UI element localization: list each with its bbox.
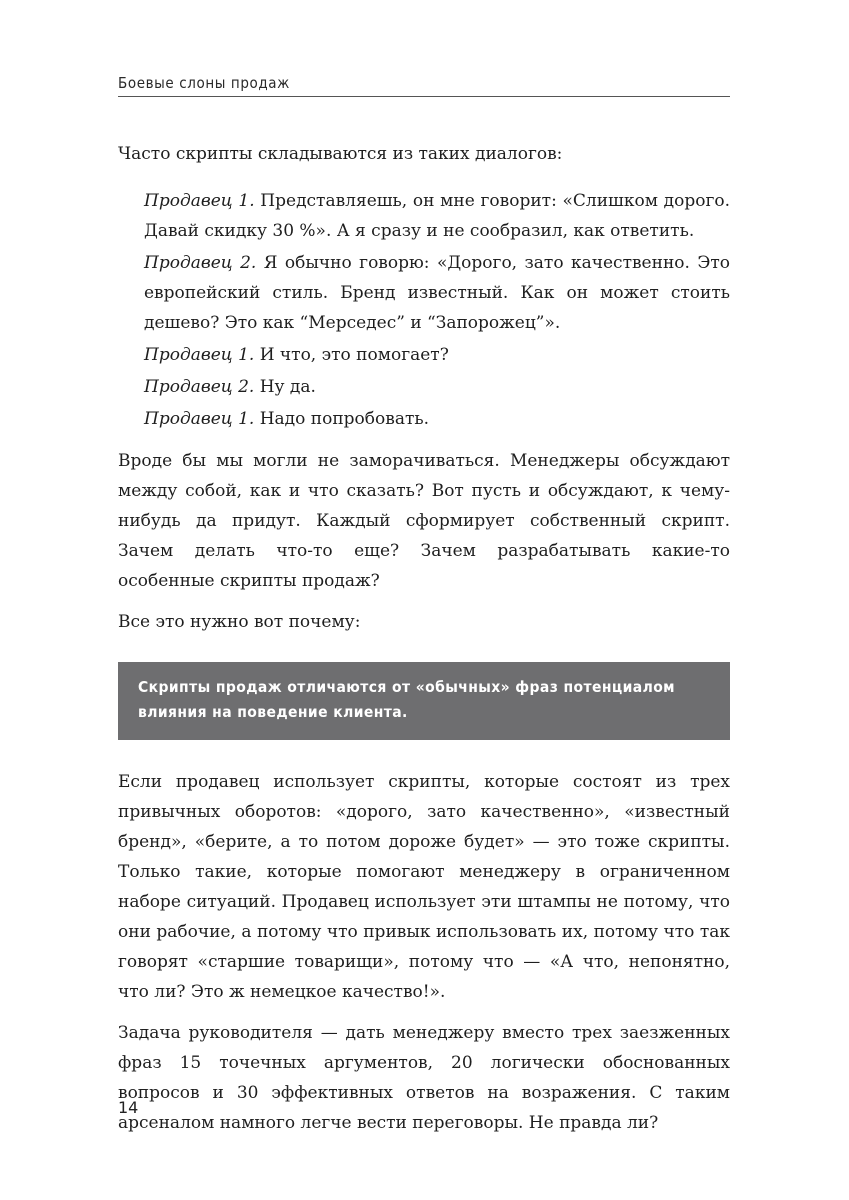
body-paragraph: Задача руководителя — дать менеджеру вместо трех заезженных фраз 15 точечных аргументов, 20 логически обоснованных вопросов и 30 эффективных ответов на возражения. С таким арсеналом намного легче вести переговоры. Не правда ли? — [118, 1023, 730, 1133]
body-paragraph: Если продавец использует скрипты, которые состоят из трех привычных оборотов: «дорого, зато качественно», «известный бренд», «берите, а то потом дороже будет» — это тоже скрипты. Только такие, которые помогают менеджеру в ограниченном наборе ситуаций. Продавец использует эти штампы не потому, что они рабочие, а потому что привык использовать их, потому что так говорят «старшие товарищи», потому что — «А что, непонятно, что ли? Это ж немецкое качество!». — [118, 772, 730, 1002]
intro-paragraph: Часто скрипты складываются из таких диалогов: — [118, 144, 563, 164]
running-head: Боевые слоны продаж — [118, 74, 730, 97]
callout-box: Скрипты продаж отличаются от «обычных» фраз потенциалом влияния на поведение клиента. — [118, 662, 730, 740]
dialog-text: Надо попробовать. — [254, 409, 430, 429]
page-body — [118, 139, 730, 1138]
dialog-text: Я обычно говорю: «Дорого, зато качественно. Это европейский стиль. Бренд известный. Как он может стоить дешево? Это как “Мерседес” и “Запорожец”». — [144, 253, 730, 333]
speaker-label: Продавец 1. — [144, 409, 255, 429]
page-number: 14 — [118, 1098, 139, 1117]
dialog-text: И что, это помогает? — [254, 345, 449, 365]
speaker-label: Продавец 2. — [144, 377, 255, 397]
dialog-text: Представляешь, он мне говорит: «Слишком дорого. Давай скидку 30 %». А я сразу и не сообразил, как ответить. — [144, 191, 730, 241]
dialog-line — [144, 404, 730, 434]
dialog-line — [144, 372, 730, 402]
dialog-line — [144, 340, 730, 370]
body-paragraph: Вроде бы мы могли не заморачиваться. Менеджеры обсуждают между собой, как и что сказать? Вот пусть и обсуждают, к чему-нибудь да придут. Каждый сформирует собственный скрипт. Зачем делать что-то еще? Зачем разрабатывать какие-то особенные скрипты продаж? — [118, 451, 730, 591]
speaker-label: Продавец 1. — [144, 345, 255, 365]
dialog-line — [144, 186, 730, 246]
dialog-line — [144, 248, 730, 338]
body-paragraph: Все это нужно вот почему: — [118, 612, 361, 632]
dialog-block — [118, 186, 730, 434]
speaker-label: Продавец 2. — [144, 253, 257, 273]
dialog-text: Ну да. — [254, 377, 316, 397]
speaker-label: Продавец 1. — [144, 191, 255, 211]
